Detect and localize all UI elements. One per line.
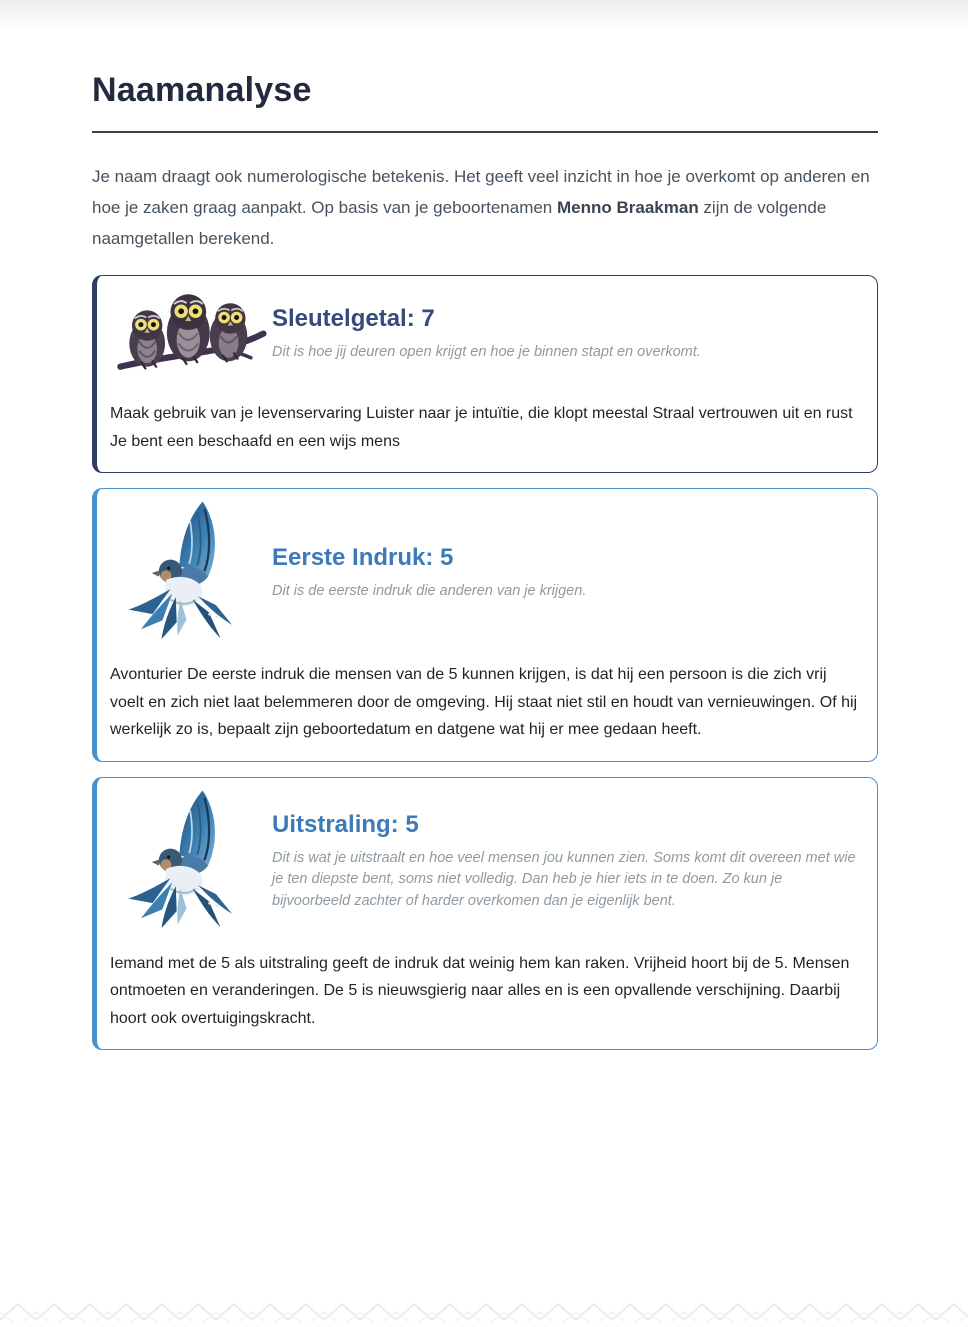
owls-illustration <box>110 286 272 383</box>
card-subtitle: Dit is wat je uitstraalt en hoe veel mensen jou kunnen zien. Soms komt dit overeen met wie je ten diepste bent, soms niet volledig. Dan heb je hier iets in te doen. Zo kun je bijvoorbeeld zachter of harder overkomen dan je eigenlijk bent. <box>272 849 856 909</box>
swallow-icon <box>124 788 258 936</box>
card-heading-sleutelgetal: Sleutelgetal: 7 <box>272 305 435 333</box>
intro-text-end: zijn de volgende naamgetallen berekend. <box>92 198 827 248</box>
card-header <box>110 499 859 647</box>
swallow-icon <box>124 499 258 647</box>
card-header <box>110 286 859 383</box>
torn-edge-top <box>0 0 968 30</box>
swallow-illustration <box>110 788 272 936</box>
card-uitstraling <box>92 777 878 1051</box>
card-sleutelgetal <box>92 275 878 473</box>
card-header-text <box>272 305 859 364</box>
card-subtitle: Dit is hoe jij deuren open krijgt en hoe je binnen stapt en overkomt. <box>272 344 701 361</box>
card-header-text <box>272 544 859 603</box>
card-body-text: Maak gebruik van je levenservaring Luister naar je intuïtie, die klopt meestal Straal vertrouwen uit en rust Je bent een beschaafd en een wijs mens <box>110 405 853 450</box>
card-header <box>110 788 859 936</box>
birth-name: Menno Braakman <box>557 198 699 217</box>
torn-edge-bottom <box>0 1300 968 1322</box>
owls-icon <box>115 286 267 383</box>
card-heading-uitstraling: Uitstraling: 5 <box>272 810 419 838</box>
card-subtitle: Dit is de eerste indruk die anderen van je krijgen. <box>272 582 587 599</box>
card-header-text <box>272 811 859 913</box>
swallow-illustration <box>110 499 272 647</box>
title-divider <box>92 131 878 133</box>
intro-paragraph <box>92 161 878 254</box>
intro-text-start: Je naam draagt ook numerologische betekenis. Het geeft veel inzicht in hoe je overkomt op anderen en hoe je zaken graag aanpakt. Op basis van je geboortenamen <box>92 167 870 217</box>
page-title: Naamanalyse <box>92 71 312 109</box>
card-body-text: Avonturier De eerste indruk die mensen van de 5 kunnen krijgen, is dat hij een persoon is die zich vrij voelt en zich niet laat belemmeren door de omgeving. Hij staat niet stil en houdt van vernieuwingen. Of hij werkelijk zo is, bepaalt zijn geboortedatum en datgene wat hij er mee gedaan heeft. <box>110 666 858 738</box>
report-content <box>92 70 878 1050</box>
card-eerste-indruk <box>92 488 878 762</box>
card-body-text: Iemand met de 5 als uitstraling geeft de indruk dat weinig hem kan raken. Vrijheid hoort bij de 5. Mensen ontmoeten en veranderingen. De 5 is nieuwsgierig naar alles en is een opvallende verschijning. Daarbij hoort ook overtuigingskracht. <box>110 954 850 1027</box>
zigzag-edge-graphic <box>0 1300 968 1322</box>
card-heading-eerste-indruk: Eerste Indruk: 5 <box>272 543 454 571</box>
